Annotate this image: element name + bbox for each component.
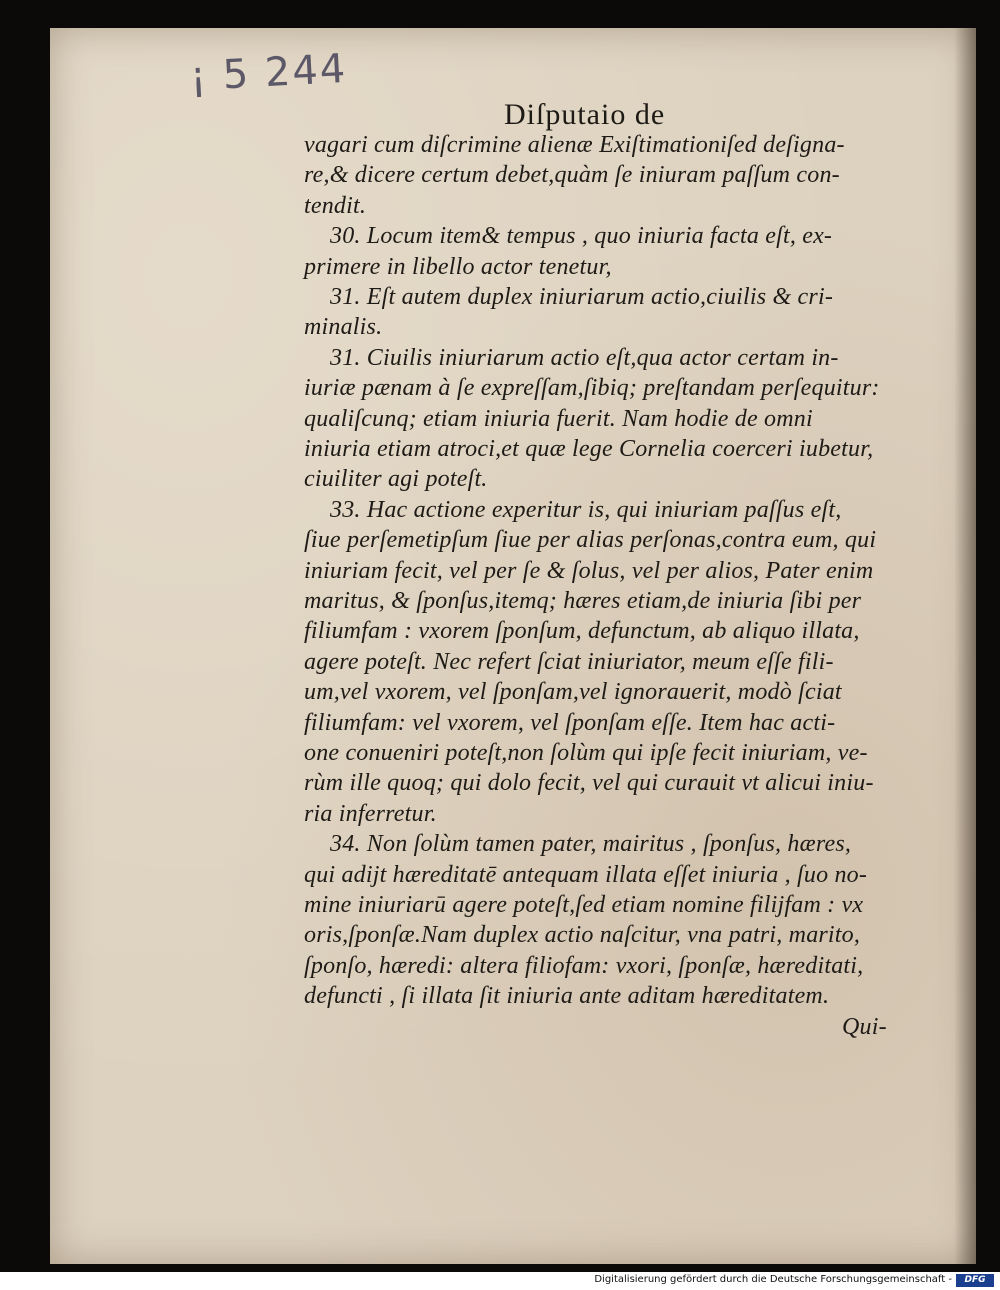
text-line: rùm ille quoq; qui dolo fecit, vel qui curauit vt alicui iniu- [304,770,874,797]
text-line: 31. Eſt autem duplex iniuriarum actio,ciuilis & cri- [330,284,834,310]
page-gutter-shadow [954,28,976,1264]
text-line: ciuiliter agi poteſt. [304,466,488,493]
text-line: qui adijt hæreditatē antequam illata eſſet iniuria , ſuo no- [304,861,868,888]
text-line: primere in libello actor tenetur, [304,253,612,280]
catchword: Qui- [842,1013,887,1040]
text-line: um,vel vxorem, vel ſponſam,vel ignorauerit, modò ſciat [304,679,842,706]
text-line: oris,ſponſæ.Nam duplex actio naſcitur, vna patri, marito, [304,922,861,949]
dfg-logo: DFG [956,1274,994,1287]
text-line: filiumfam: vel vxorem, vel ſponſam eſſe. Item hac acti- [304,709,836,736]
book-page [50,28,976,1264]
text-line: mine iniuriarū agere poteſt,ſed etiam nomine filijfam : vx [304,892,864,918]
text-line: 34. Non ſolùm tamen pater, mairitus , ſponſus, hæres, [330,831,852,858]
text-line: filiumfam : vxorem ſponſum, defunctum, ab aliquo illata, [304,618,860,645]
text-line: one conueniri poteſt,non ſolùm qui ipſe fecit iniuriam, ve- [304,740,868,766]
text-line: re,& dicere certum debet,quàm ſe iniuram paſſum con- [304,162,840,189]
text-line: iniuria etiam atroci,et quæ lege Cornelia coerceri iubetur, [304,436,874,462]
footer-bar [0,1272,1000,1290]
text-line: qualiſcunq; etiam iniuria fuerit. Nam hodie de omni [304,405,813,432]
text-line: tendit. [304,192,367,219]
handwritten-page-number: ¡ 5 244 [188,45,349,101]
text-line: ſponſo, hæredi: altera filiofam: vxori, ſponſæ, hæreditati, [304,952,864,979]
text-line: ſiue perſemetipſum ſiue per alias perſonas,contra eum, qui [304,527,877,554]
text-line: vagari cum diſcrimine alienæ Exiſtimationiſed deſigna- [304,132,845,158]
text-line: minalis. [304,314,383,341]
text-line: ria inferretur. [304,800,437,827]
text-line: maritus, & ſponſus,itemq; hæres etiam,de iniuria ſibi per [304,588,862,614]
footer-credit: Digitalisierung gefördert durch die Deutsche Forschungsgemeinschaft - [594,1274,952,1285]
running-heading: Diſputaio de [504,98,666,131]
text-line: defuncti , ſi illata ſit iniuria ante aditam hæreditatem. [304,983,830,1010]
text-line: agere poteſt. Nec refert ſciat iniuriator, meum eſſe fili- [304,648,834,675]
text-line: 31. Ciuilis iniuriarum actio eſt,qua actor certam in- [330,344,839,371]
text-line: 30. Locum item& tempus , quo iniuria facta eſt, ex- [330,223,833,250]
text-line: 33. Hac actione experitur is, qui iniuriam paſſus eſt, [330,496,842,523]
text-line: iniuriam fecit, vel per ſe & ſolus, vel per alios, Pater enim [304,557,874,584]
text-line: iuriæ pænam à ſe expreſſam,ſibiq; preſtandam perſequitur: [304,375,880,402]
